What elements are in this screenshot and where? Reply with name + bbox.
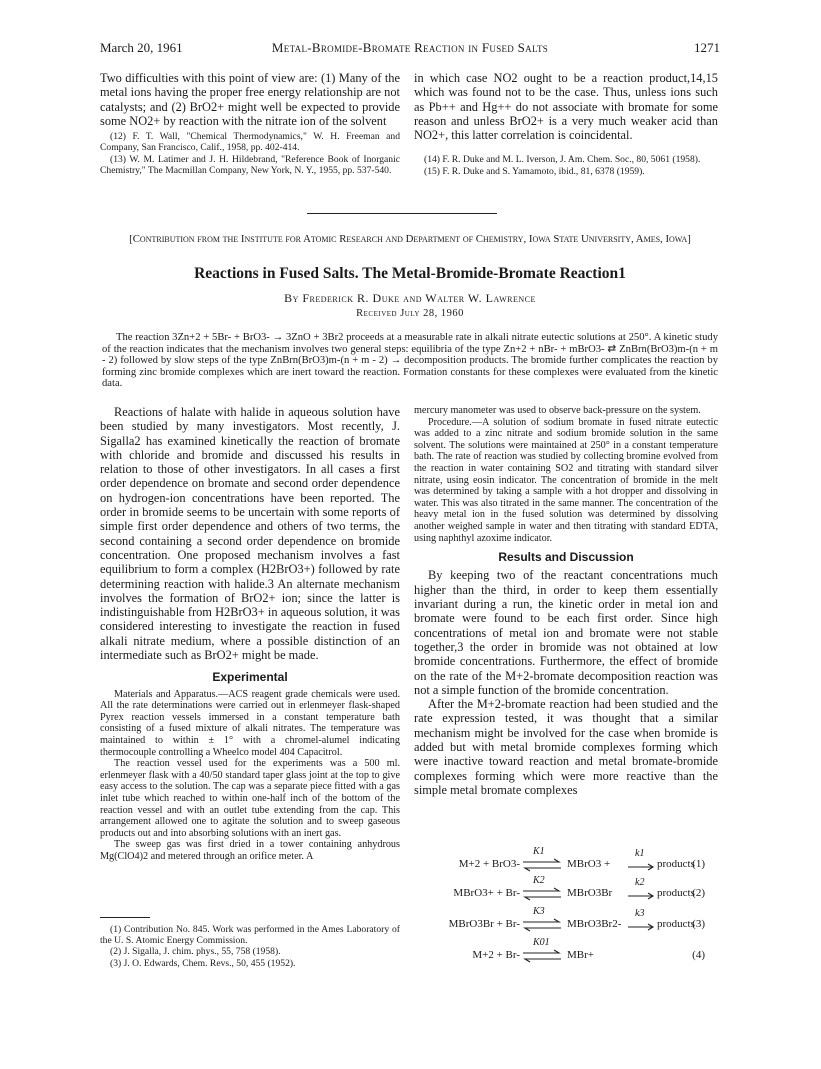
main-right-column [414, 405, 718, 797]
equation-equilibrium-constant: K01 [533, 937, 550, 948]
equation-lhs: MBrO3Br + Br- [448, 918, 520, 930]
prev-article-left [100, 71, 400, 176]
equation-number: (4) [692, 949, 705, 961]
article-authors: By Frederick R. Duke and Walter W. Lawrence [284, 291, 536, 305]
footnote-1: (1) Contribution No. 845. Work was performed in the Ames Laboratory of the U. S. Atomic Energy Commission. [100, 924, 400, 947]
equilibrium-arrow-icon [521, 858, 563, 872]
equation-products: products [657, 858, 695, 870]
procedure-paragraph: Procedure.—A solution of sodium bromate in fused nitrate eutectic was added to a zinc nitrate and sodium bromide solution in the same solvent. The solutions were maintained at 250° in a constant temperature bath. The rate of reaction was studied by collecting bromine evolved from the reaction in water containing SO2 and titrating with standard silver nitrate, using eosin indicator. The concentration of bromide in the melt was determined by taking a sample with a hot dropper and dissolving in water. This was also titrated in the same manner. The concentration of the heavy metal ion in the fused solution was determined by dissolving another weighed sample in water and then titrating with standard EDTA, using naphthyl azoxime indicator. [414, 416, 718, 544]
prev-right-footnotes [414, 154, 718, 176]
header-date: March 20, 1961 [100, 40, 183, 55]
equation-1 [415, 846, 705, 874]
results-heading: Results and Discussion [498, 550, 634, 565]
experimental-heading: Experimental [212, 670, 288, 685]
equation-equilibrium-constant: K1 [533, 846, 545, 857]
equation-equilibrium-constant: K2 [533, 875, 545, 886]
equilibrium-arrow-icon [521, 887, 563, 901]
prev-left-footnotes [100, 131, 400, 176]
equilibrium-arrow-icon [521, 918, 563, 932]
equilibrium-arrow-icon [521, 949, 563, 963]
running-header [100, 40, 720, 58]
equation-lhs: M+2 + Br- [472, 949, 520, 961]
equation-equilibrium-constant: K3 [533, 906, 545, 917]
results-paragraph-2: After the M+2-bromate reaction had been studied and the rate expression tested, it was thought that a similar mechanism might be involved for the case when bromide is added but with metal bromide complexes forming which were inactive toward reaction and metal bromate-bromide complexes forming which were more reactive than the simple metal bromate complexes [414, 697, 718, 797]
vessel-paragraph: The reaction vessel used for the experiments was a 500 ml. erlenmeyer flask with a 40/50 standard taper glass joint at the top to give easy access to the solution. The cap was a separate piece fitted with a gas inlet tube which reached to within one-half inch of the bottom of the reaction vessel and with an outlet tube extending from the cap. This arrangement allowed one to agitate the solution and to sweep gaseous products out and into absorbing solutions with an inert gas. [100, 758, 400, 839]
equation-lhs: M+2 + BrO3- [458, 858, 520, 870]
footnote-3: (3) J. O. Edwards, Chem. Revs., 50, 455 (1952). [110, 957, 296, 969]
prev-right-text: in which case NO2 ought to be a reaction product,14,15 which was found not to be the case. Thus, unless ions such as Pb++ and Hg++ do not associate with bromate for some reason and unless BrO2+ is a very much weaker acid than NO2+, this latter correlation is coincidental. [414, 71, 718, 143]
forward-arrow-icon [627, 887, 655, 901]
abstract [102, 332, 718, 390]
article-separator-rule [307, 213, 497, 214]
equation-lhs: MBrO3+ + Br- [453, 887, 520, 899]
results-paragraph-1: By keeping two of the reactant concentrations much higher than the third, in order to keep them essentially invariant during a run, the kinetic order in metal ion and bromate were found to be each first order. Since high concentrations of metal ion and bromate were not stable together,3 the order in bromide was not obtained at low bromide concentrations. Furthermore, the effect of bromide on the rate of the M+2-bromate decomposition reaction was not a simple function of the bromide concentration. [414, 568, 718, 697]
header-running-title: Metal-Bromide-Bromate Reaction in Fused Salts [271, 40, 549, 55]
footnote-15: (15) F. R. Duke and S. Yamamoto, ibid., 81, 6378 (1959). [424, 165, 645, 177]
forward-arrow-icon [627, 918, 655, 932]
equation-intermediate: MBrO3 + [567, 858, 611, 870]
header-page-number: 1271 [694, 40, 720, 55]
article-footnotes [100, 917, 400, 969]
procedure-body [414, 405, 718, 544]
equation-intermediate: MBr+ [567, 949, 594, 961]
footnote-13: (13) W. M. Latimer and J. H. Hildebrand, "Reference Book of Inorganic Chemistry," The Macmillan Company, New York, N. Y., 1955, pp. 537-540. [100, 153, 400, 176]
experimental-body [100, 689, 400, 863]
footnote-2: (2) J. Sigalla, J. chim. phys., 55, 758 (1958). [110, 946, 281, 958]
equation-3 [415, 906, 705, 934]
sweep-paragraph: The sweep gas was first dried in a tower containing anhydrous Mg(ClO4)2 and metered through an orifice meter. A [100, 839, 400, 862]
equation-number: (2) [692, 887, 705, 899]
manometer-text: mercury manometer was used to observe back-pressure on the system. [414, 405, 701, 416]
equation-4 [415, 937, 705, 965]
equation-number: (1) [692, 858, 705, 870]
equation-rate-constant: k1 [635, 848, 645, 859]
main-left-column [100, 405, 400, 863]
equation-rate-constant: k2 [635, 877, 645, 888]
equation-number: (3) [692, 918, 705, 930]
materials-paragraph: Materials and Apparatus.—ACS reagent grade chemicals were used. All the rate determinations were carried out in erlenmeyer flask-shaped Pyrex reaction vessels immersed in a constant temperature bath consisting of a fused mixture of alkali nitrates. The temperature was maintained to within ± 1° with a chromel-alumel indicating thermocouple controlling a Wheelco model 404 Capacitrol. [100, 688, 400, 758]
footnote-12: (12) F. T. Wall, "Chemical Thermodynamics," W. H. Freeman and Company, San Francisco, Calif., 1958, pp. 402-414. [100, 131, 400, 154]
equation-rate-constant: k3 [635, 908, 645, 919]
equation-intermediate: MBrO3Br2- [567, 918, 622, 930]
received-date: Received July 28, 1960 [356, 308, 464, 319]
forward-arrow-icon [627, 858, 655, 872]
equation-products: products [657, 887, 695, 899]
footnote-rule [100, 917, 150, 918]
prev-article-right [414, 71, 718, 177]
article-title: Reactions in Fused Salts. The Metal-Bromide-Bromate Reaction1 [194, 265, 626, 282]
abstract-text: The reaction 3Zn+2 + 5Br- + BrO3- → 3ZnO + 3Br2 proceeds at a measurable rate in alkali nitrate eutectic solutions at 250°. A kinetic study of the reaction indicates that the mechanism involves two general steps: equilibria of the type Zn+2 + nBr- + mBrO3- ⇄ ZnBrn(BrO3)m-(n + m - 2) followed by slow steps of the type ZnBrn(BrO3)m-(n + m - 2) → decomposition products. The bromide further complicates the reaction by forming zinc bromide complexes which are inert toward the reaction. Formation constants for these complexes were evaluated from the kinetic data. [102, 332, 718, 390]
prev-left-text: Two difficulties with this point of view are: (1) Many of the metal ions having the proper free energy relationship are not catalysts; and (2) BrO2+ might well be expected to provide some NO2+ by reaction with the nitrate ion of the solvent [100, 71, 400, 128]
contribution-line: [Contribution from the Institute for Atomic Research and Department of Chemistry, Iowa State University, Ames, Iowa] [129, 233, 691, 245]
intro-paragraph: Reactions of halate with halide in aqueous solution have been studied by many investigators. Most recently, J. Sigalla2 has examined kinetically the reaction of bromate with chloride and bromide and discussed his results in relation to those of other investigators. In all cases a first order dependence on bromate and second order dependence on hydrogen-ion concentrations have been reported. The order in bromide seems to be uncertain with some reports of simple first order dependence and others of two terms, the second containing a second order dependence on bromide concentration. One proposed mechanism involves a fast equilibrium to form a complex (H2BrO3+) followed by rate determining reaction with halide.3 An alternate mechanism involves the formation of BrO2+ ion; since the latter is indistinguishable from H2BrO3+ in aqueous solution, it was considered interesting to investigate the reaction in fused alkali nitrate medium, where a possible distinction of an intermediate such as BrO2+ might be made. [100, 405, 400, 663]
equation-intermediate: MBrO3Br [567, 887, 613, 899]
equation-2 [415, 875, 705, 903]
footnote-14: (14) F. R. Duke and M. L. Iverson, J. Am. Chem. Soc., 80, 5061 (1958). [424, 154, 701, 166]
equation-products: products [657, 918, 695, 930]
